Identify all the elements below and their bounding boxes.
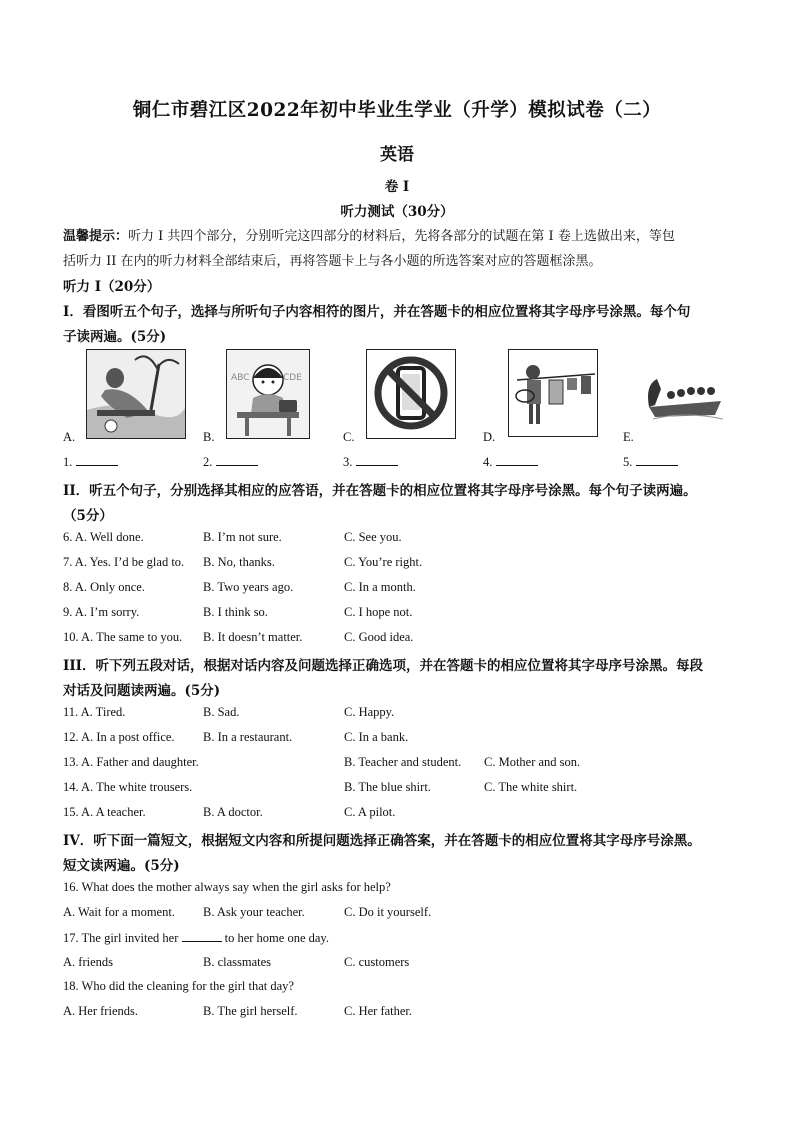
q10-option-c: C. Good idea.	[344, 630, 414, 644]
section2-instr-2: （5分）	[63, 508, 113, 524]
q17-option-b: B. classmates	[203, 955, 272, 969]
picture-a	[86, 349, 186, 439]
volume-label: 卷 I	[384, 179, 410, 195]
q17-option-c: C. customers	[344, 955, 410, 969]
picture-d	[508, 349, 598, 437]
tip-line-2: 括听力 II 在内的听力材料全部结束后，再将答题卡上与各小题的所选答案对应的答题框涂黑。	[63, 254, 602, 269]
picture-label-a: A.	[63, 430, 76, 444]
girl-studying-icon	[227, 350, 309, 438]
q6-option-c: C. See you.	[344, 530, 402, 544]
q16-option-c: C. Do it yourself.	[344, 905, 432, 919]
q12-option-a: 12. A. In a post office.	[63, 730, 175, 744]
answer-blank-2: 2.	[203, 454, 258, 470]
part-heading: 听力 I（20分）	[63, 279, 161, 295]
q18-option-a: A. Her friends.	[63, 1004, 138, 1018]
picture-label-c: C.	[343, 430, 355, 444]
q11-option-c: C. Happy.	[344, 705, 395, 719]
q10-option-b: B. It doesn’t matter.	[203, 630, 303, 644]
q12-option-b: B. In a restaurant.	[203, 730, 293, 744]
picture-b	[226, 349, 310, 439]
answer-blank-3: 3.	[343, 454, 398, 470]
q17-question: 17. The girl invited her to her home one day.	[63, 931, 329, 945]
picture-label-e: E.	[623, 430, 634, 444]
q14-option-c: C. The white shirt.	[484, 780, 578, 794]
tip-text-1: 听力 I 共四个部分，分别听完这四部分的材料后，先将各部分的试题在第 I 卷上选做出来，等包	[128, 229, 675, 244]
section4-instr-2: 短文读两遍。(5分)	[63, 858, 180, 874]
beach-icon	[87, 350, 185, 438]
picture-e	[645, 349, 725, 429]
q16-option-b: B. Ask your teacher.	[203, 905, 305, 919]
picture-c	[366, 349, 456, 439]
q15-option-b: B. A doctor.	[203, 805, 263, 819]
section3-instr-1: III．听下列五段对话，根据对话内容及问题选择正确选项，并在答题卡的相应位置将其字母序号涂黑。每段	[63, 658, 703, 674]
section4-instr-1: IV．听下面一篇短文，根据短文内容和所提问题选择正确答案，并在答题卡的相应位置将其字母序号涂黑。	[63, 833, 701, 849]
section1-instr-1: I．看图听五个句子，选择与所听句子内容相符的图片，并在答题卡的相应位置将其字母序号涂黑。每个句	[63, 304, 691, 320]
answer-blank-4: 4.	[483, 454, 538, 470]
q13-option-b: B. Teacher and student.	[344, 755, 462, 769]
q10-option-a: 10. A. The same to you.	[63, 630, 183, 644]
page-title: 铜仁市碧江区2022年初中毕业生学业（升学）模拟试卷（二）	[132, 100, 662, 121]
picture-label-d: D.	[483, 430, 496, 444]
q7-option-b: B. No, thanks.	[203, 555, 275, 569]
section1-instr-2: 子读两遍。(5分)	[63, 329, 167, 345]
q14-option-a: 14. A. The white trousers.	[63, 780, 193, 794]
q6-option-b: B. I’m not sure.	[203, 530, 282, 544]
q18-question: 18. Who did the cleaning for the girl that day?	[63, 979, 294, 993]
q6-option-a: 6. A. Well done.	[63, 530, 144, 544]
q15-option-a: 15. A. A teacher.	[63, 805, 146, 819]
picture-label-b: B.	[203, 430, 215, 444]
q13-option-c: C. Mother and son.	[484, 755, 581, 769]
q9-option-a: 9. A. I’m sorry.	[63, 605, 140, 619]
q16-option-a: A. Wait for a moment.	[63, 905, 175, 919]
q9-option-b: B. I think so.	[203, 605, 268, 619]
section2-instr-1: II．听五个句子，分别选择其相应的应答语，并在答题卡的相应位置将其字母序号涂黑。每个句子读两遍。	[63, 483, 697, 499]
listening-title: 听力测试（30分）	[340, 204, 454, 220]
q8-option-b: B. Two years ago.	[203, 580, 294, 594]
q8-option-a: 8. A. Only once.	[63, 580, 145, 594]
q8-option-c: C. In a month.	[344, 580, 416, 594]
tip-label: 温馨提示：	[63, 229, 129, 244]
q17-blank	[182, 930, 222, 942]
svg-text:ABC: ABC	[231, 373, 250, 383]
q18-option-c: C. Her father.	[344, 1004, 413, 1018]
dragon-boat-icon	[645, 349, 725, 429]
q7-option-a: 7. A. Yes. I’d be glad to.	[63, 555, 185, 569]
q14-option-b: B. The blue shirt.	[344, 780, 431, 794]
svg-text:CDE: CDE	[283, 373, 302, 383]
q15-option-c: C. A pilot.	[344, 805, 396, 819]
q9-option-c: C. I hope not.	[344, 605, 413, 619]
section3-instr-2: 对话及问题读两遍。(5分)	[63, 683, 221, 699]
tip-line-1	[63, 225, 675, 244]
q13-option-a: 13. A. Father and daughter.	[63, 755, 199, 769]
no-phone-icon	[367, 350, 455, 438]
answer-blank-5: 5.	[623, 454, 678, 470]
clothesline-icon	[509, 350, 597, 436]
subject-title: 英语	[380, 145, 414, 165]
q11-option-b: B. Sad.	[203, 705, 240, 719]
q16-question: 16. What does the mother always say when the girl asks for help?	[63, 880, 391, 894]
q7-option-c: C. You’re right.	[344, 555, 423, 569]
q17-option-a: A. friends	[63, 955, 113, 969]
q18-option-b: B. The girl herself.	[203, 1004, 298, 1018]
answer-blank-1: 1.	[63, 454, 118, 470]
q11-option-a: 11. A. Tired.	[63, 705, 126, 719]
q12-option-c: C. In a bank.	[344, 730, 409, 744]
